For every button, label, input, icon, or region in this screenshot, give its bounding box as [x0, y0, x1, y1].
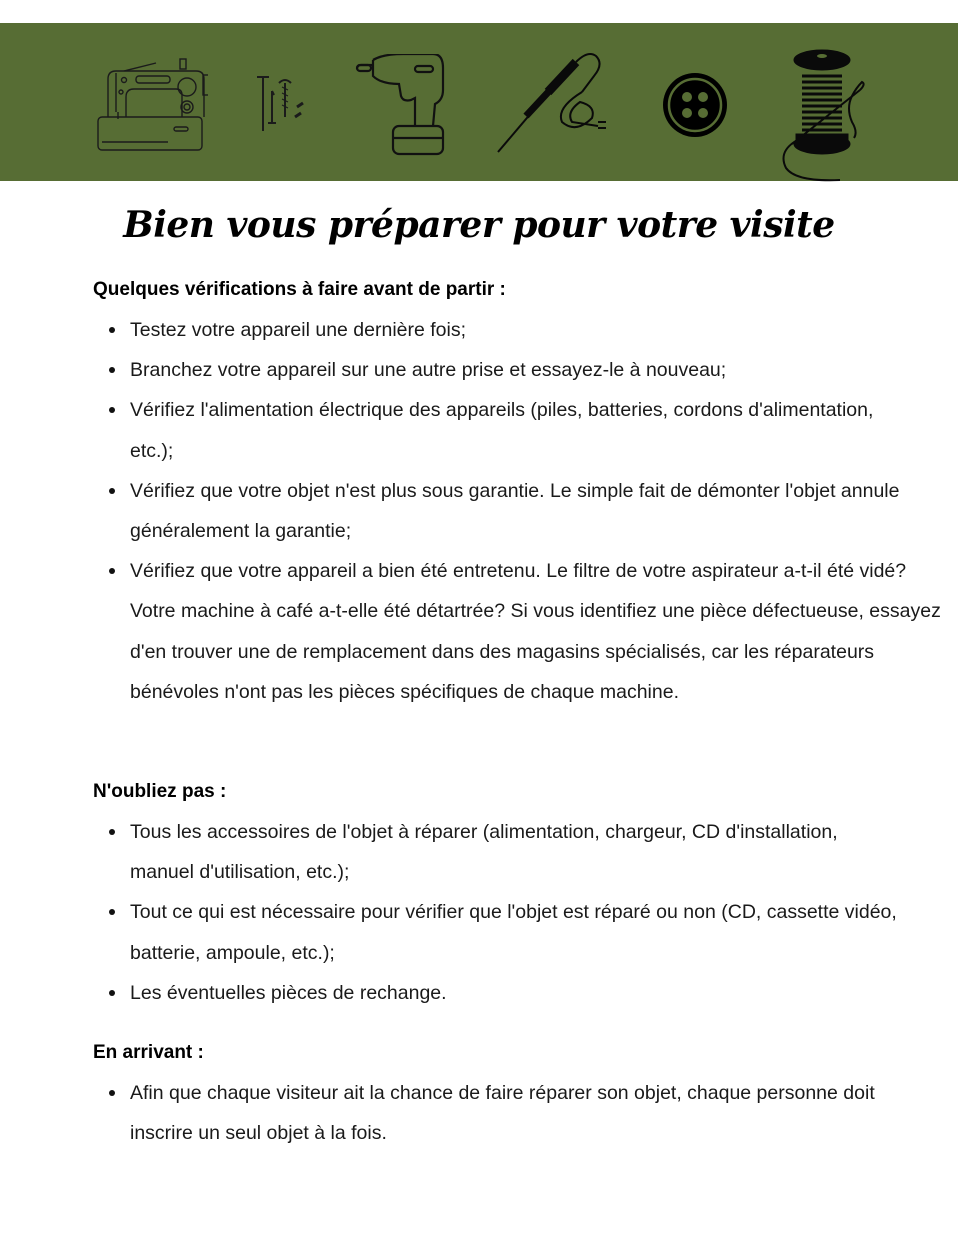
- sewing-machine-icon: [96, 57, 208, 153]
- soldering-iron-icon: [496, 52, 612, 156]
- thread-spool-icon: [776, 48, 868, 182]
- list-item: Vérifiez l'alimentation électrique des appareils (piles, batteries, cordons d'alimentation, etc.);: [130, 390, 950, 470]
- dont-forget-list: [93, 812, 950, 1013]
- on-arrival-list: [93, 1073, 950, 1153]
- screws-nails-icon: [255, 75, 307, 133]
- section-heading-checks: Quelques vérifications à faire avant de partir :: [93, 279, 506, 300]
- list-item: Les éventuelles pièces de rechange.: [130, 973, 950, 1013]
- section-heading-dont-forget: N'oubliez pas :: [93, 781, 227, 802]
- list-item: Branchez votre appareil sur une autre prise et essayez-le à nouveau;: [130, 350, 950, 390]
- checks-list: [93, 310, 950, 712]
- list-item: Tout ce qui est nécessaire pour vérifier que l'objet est réparé ou non (CD, cassette vidéo, batterie, ampoule, etc.);: [130, 892, 950, 972]
- cordless-drill-icon: [355, 54, 447, 156]
- list-item: Afin que chaque visiteur ait la chance de faire réparer son objet, chaque personne doit inscrire un seul objet à la fois.: [130, 1073, 950, 1153]
- list-item: Testez votre appareil une dernière fois;: [130, 310, 950, 350]
- list-item: Vérifiez que votre appareil a bien été entretenu. Le filtre de votre aspirateur a-t-il été vidé? Votre machine à café a-t-elle été détartrée? Si vous identifiez une pièce défectueuse, essayez d'en trouver une de remplacement dans des magasins spécialisés, car les réparateurs bénévoles n'ont pas les pièces spécifiques de chaque machine.: [130, 551, 950, 712]
- list-item: Vérifiez que votre objet n'est plus sous garantie. Le simple fait de démonter l'objet annule généralement la garantie;: [130, 471, 950, 551]
- page-title: Bien vous préparer pour votre visite: [123, 204, 835, 246]
- button-icon: [662, 72, 728, 138]
- header-banner: [0, 23, 958, 181]
- section-heading-on-arrival: En arrivant :: [93, 1042, 204, 1063]
- list-item: Tous les accessoires de l'objet à réparer (alimentation, chargeur, CD d'installation, manuel d'utilisation, etc.);: [130, 812, 950, 892]
